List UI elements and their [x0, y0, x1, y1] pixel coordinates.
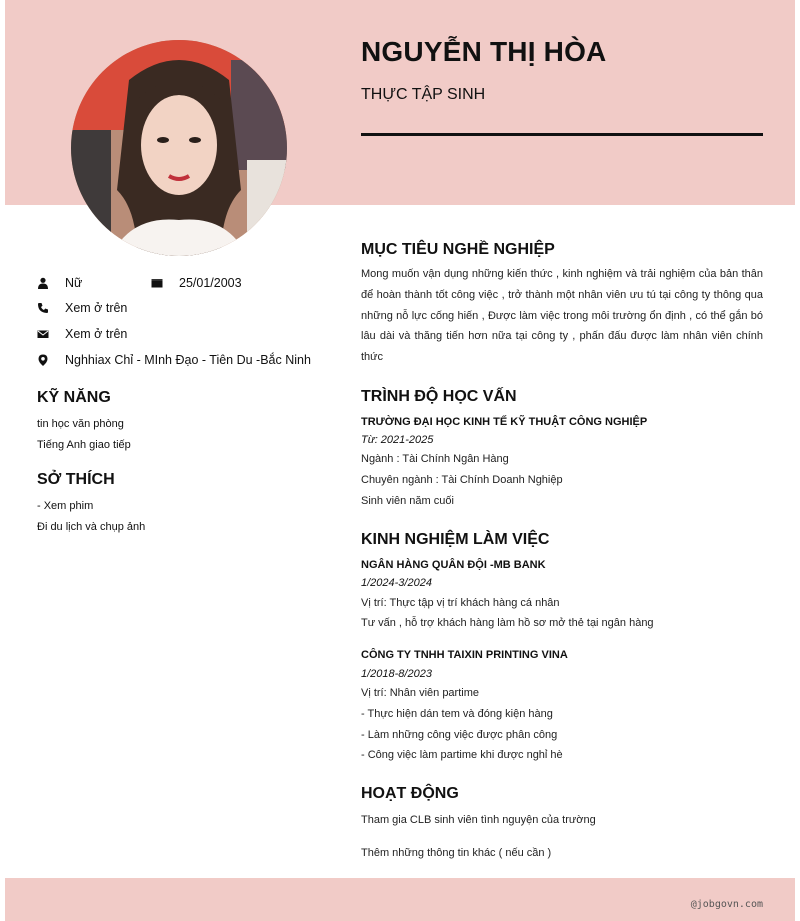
dob-row [151, 276, 242, 290]
education-line: Ngành : Tài Chính Ngân Hàng [361, 453, 509, 465]
objective-text: Mong muốn vận dụng những kiến thức , kinh nghiệm và trải nghiệm của bản thân để hoàn thành tốt công việc , trở thành một nhân viên ưu tú tại công ty thông qua những nỗ lực cống hiến , Được làm việc trong môi trường ổn định , có thể gắn bó lâu dài và thăng tiến hơn nữa tại công ty , phấn đấu được làm nhân viên chính thức [361, 268, 763, 364]
objective-title: MỤC TIÊU NGHỀ NGHIỆP [361, 241, 555, 258]
gender-value: Nữ [65, 276, 83, 290]
activity-line: Tham gia CLB sinh viên tình nguyện của trường [361, 814, 596, 826]
education-title: TRÌNH ĐỘ HỌC VẤN [361, 388, 517, 405]
mail-icon [37, 328, 49, 340]
experience-title: KINH NGHIỆM LÀM VIỆC [361, 531, 550, 548]
school-name: TRƯỜNG ĐẠI HỌC KINH TẾ KỸ THUẬT CÔNG NGHIỆP [361, 416, 648, 428]
address-value: Nghhiax Chỉ - MInh Đạo - Tiên Du -Bắc Ninh [65, 353, 311, 367]
job-company: CÔNG TY TNHH TAIXIN PRINTING VINA [361, 649, 568, 661]
footer-band [5, 878, 795, 921]
skill-item: Tiếng Anh giao tiếp [37, 439, 131, 451]
avatar-photo [71, 40, 287, 256]
job-line: Vị trí: Nhân viên partime [361, 687, 479, 699]
calendar-icon [151, 277, 163, 289]
address-row [37, 353, 311, 367]
header-divider [361, 133, 763, 136]
skills-title: KỸ NĂNG [37, 389, 111, 406]
watermark-text: @jobgovn.com [690, 899, 763, 910]
hobby-item: Đi du lịch và chụp ảnh [37, 521, 146, 533]
dob-value: 25/01/2003 [179, 276, 242, 290]
skill-item: tin học văn phòng [37, 418, 124, 430]
phone-value: Xem ở trên [65, 301, 128, 315]
hobbies-title: SỞ THÍCH [37, 471, 115, 488]
job-period: 1/2018-8/2023 [361, 668, 432, 680]
hobby-item: - Xem phim [37, 500, 94, 512]
education-line: Chuyên ngành : Tài Chính Doanh Nghiệp [361, 474, 563, 486]
gender-row [37, 276, 82, 290]
email-row [37, 327, 127, 341]
activity-line: Thêm những thông tin khác ( nếu cần ) [361, 847, 552, 859]
candidate-role: THỰC TẬP SINH [361, 86, 486, 103]
location-icon [37, 354, 49, 366]
job-line: - Công việc làm partime khi được nghỉ hè [361, 749, 563, 761]
education-line: Sinh viên năm cuối [361, 495, 454, 507]
education-period: Từ: 2021-2025 [361, 434, 434, 446]
activities-title: HOẠT ĐỘNG [361, 785, 459, 802]
job-line: Vị trí: Thực tập vị trí khách hàng cá nhân [361, 597, 560, 609]
user-icon [37, 277, 49, 289]
job-line: - Thực hiện dán tem và đóng kiện hàng [361, 708, 553, 720]
job-period: 1/2024-3/2024 [361, 577, 432, 589]
job-line: - Làm những công việc được phân công [361, 729, 558, 741]
job-company: NGÂN HÀNG QUÂN ĐỘI -MB BANK [361, 559, 546, 571]
email-value: Xem ở trên [65, 327, 128, 341]
phone-icon [37, 302, 49, 314]
phone-row [37, 301, 127, 315]
job-line: Tư vấn , hỗ trợ khách hàng làm hồ sơ mở thẻ tại ngân hàng [361, 617, 654, 629]
candidate-name: NGUYỄN THỊ HÒA [361, 36, 607, 67]
cv-page [5, 0, 795, 921]
avatar [71, 40, 287, 256]
